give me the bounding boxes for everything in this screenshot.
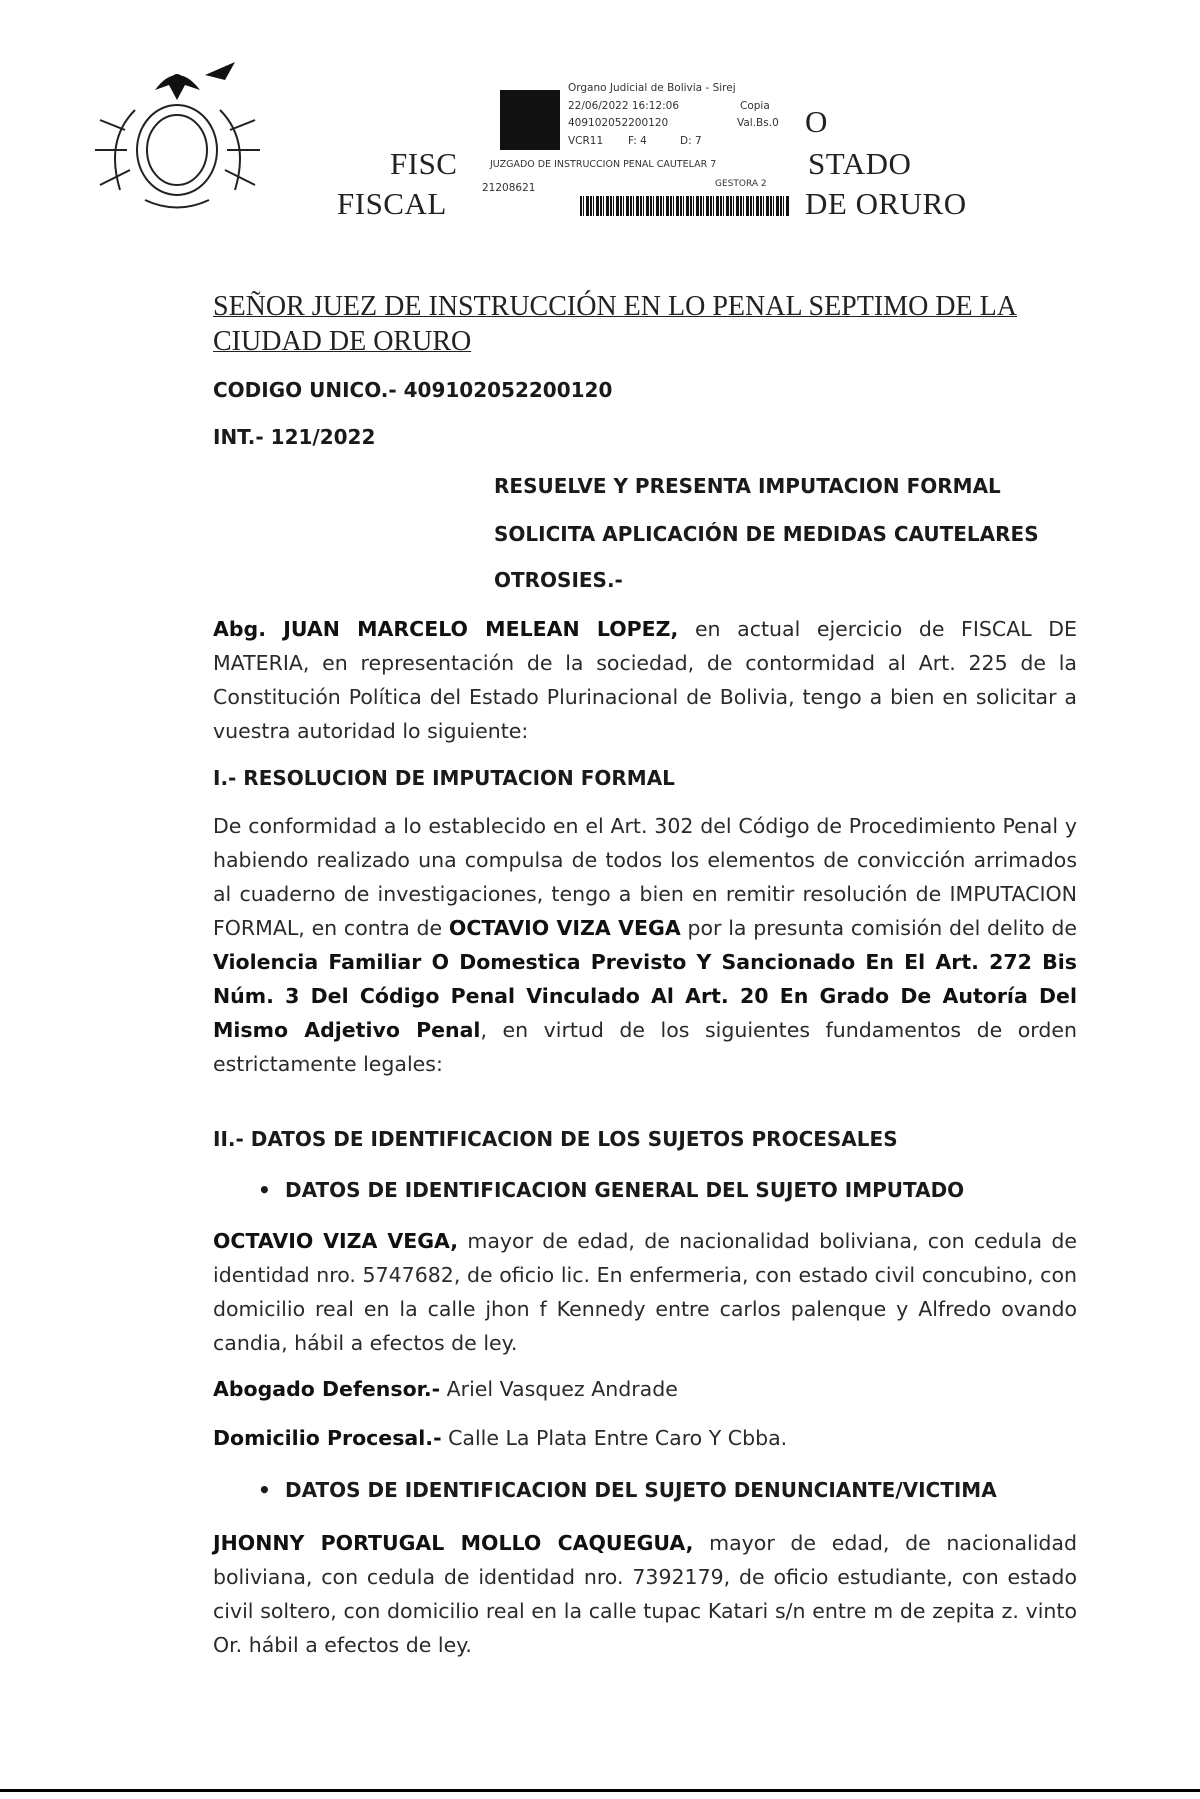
bullet2-heading: DATOS DE IDENTIFICACION DEL SUJETO DENUNCIANTE/VICTIMA: [285, 1478, 997, 1502]
coat-of-arms: [85, 50, 270, 215]
stamp-val: Val.Bs.0: [737, 117, 779, 129]
stamp-line1: Organo Judicial de Bolivia - Sirej: [568, 82, 736, 94]
stamp-court: JUZGADO DE INSTRUCCION PENAL CAUTELAR 7: [490, 159, 717, 170]
stamp-date: 22/06/2022 16:12:06: [568, 100, 680, 112]
stamp-d: D: 7: [680, 135, 702, 147]
section1-title: I.- RESOLUCION DE IMPUTACION FORMAL: [213, 766, 675, 790]
accused-name-inline: OCTAVIO VIZA VEGA: [448, 916, 681, 940]
codigo-unico: CODIGO UNICO.- 409102052200120: [213, 378, 613, 402]
intro-text: en actual ejercicio de FISCAL DE MATERIA, en representación de la sociedad, de contormidad al Art. 225 de la Constitución Política del Estado Plurinacional de Bolivia, tengo a bien en solicitar a vuestra autoridad lo siguiente:: [213, 617, 1078, 743]
barcode: [580, 196, 790, 216]
summary-line3: OTROSIES.-: [494, 568, 623, 592]
bullet-dot: •: [258, 1478, 271, 1502]
prosecutor-name: Abg. JUAN MARCELO MELEAN LOPEZ,: [213, 617, 679, 641]
domicilio-value: Calle La Plata Entre Caro Y Cbba.: [441, 1426, 788, 1450]
header-o: O: [805, 104, 828, 139]
addressee-line2: CIUDAD DE ORURO: [213, 326, 472, 357]
bullet1-heading: DATOS DE IDENTIFICACION GENERAL DEL SUJETO IMPUTADO: [285, 1178, 965, 1202]
domicilio-label: Domicilio Procesal.-: [213, 1426, 442, 1450]
accused-paragraph: [213, 1224, 1077, 1360]
accused-text: mayor de edad, de nacionalidad boliviana, con cedula de identidad nro. 5747682, de oficio lic. En enfermeria, con estado civil concubino, con domicilio real en la calle jhon f Kennedy entre carlos palenque y Alfredo ovando candia, hábil a efectos de ley.: [213, 1229, 1077, 1355]
stamp-number: 21208621: [482, 182, 536, 194]
accused-name: OCTAVIO VIZA VEGA,: [213, 1229, 459, 1253]
section1-p2: por la presunta comisión del delito de: [680, 916, 1078, 940]
domicilio-line: [213, 1421, 1077, 1455]
summary-line1: RESUELVE Y PRESENTA IMPUTACION FORMAL: [494, 474, 1001, 498]
victim-name: JHONNY PORTUGAL MOLLO CAQUEGUA,: [213, 1531, 694, 1555]
victim-paragraph: [213, 1526, 1077, 1662]
section1-p1: De conformidad a lo establecido en el Art. 302 del Código de Procedimiento Penal y habiendo realizado una compulsa de todos los elementos de convicción arrimados al cuaderno de investigaciones, tengo a bien en remitir resolución de IMPUTACION FORMAL, en contra de: [213, 814, 1077, 940]
stamp-copy: Copia: [740, 100, 770, 112]
header-stado: STADO: [808, 146, 912, 181]
summary-line2: SOLICITA APLICACIÓN DE MEDIDAS CAUTELARES: [494, 522, 1039, 546]
crime-description: Violencia Familiar O Domestica Previsto Y Sancionado En El Art. 272 Bis Núm. 3 Del Código Penal Vinculado Al Art. 20 En Grado De Autoría Del Mismo Adjetivo Penal: [213, 950, 1077, 1042]
header-fiscal: FISCAL: [337, 186, 447, 221]
int-number: INT.- 121/2022: [213, 425, 376, 449]
defensor-line: [213, 1372, 1077, 1406]
victim-text: mayor de edad, de nacionalidad boliviana, con cedula de identidad nro. 7392179, de oficio estudiante, con estado civil soltero, con domicilio real en la calle tupac Katari s/n entre m de zepita z. vinto Or. hábil a efectos de ley.: [213, 1531, 1077, 1657]
defensor-value: Ariel Vasquez Andrade: [440, 1377, 678, 1401]
defensor-label: Abogado Defensor.-: [213, 1377, 441, 1401]
intro-paragraph: [213, 612, 1077, 748]
addressee-line1: SEÑOR JUEZ DE INSTRUCCIÓN EN LO PENAL SEPTIMO DE LA: [213, 291, 1017, 322]
header-de-oruro: DE ORURO: [805, 186, 967, 221]
header-fisc: FISC: [390, 146, 458, 181]
section2-title: II.- DATOS DE IDENTIFICACION DE LOS SUJETOS PROCESALES: [213, 1127, 898, 1151]
stamp-gestora: GESTORA 2: [715, 179, 767, 189]
stamp-ver: VCR11: [568, 135, 604, 147]
stamp-f: F: 4: [628, 135, 647, 147]
bullet-dot: •: [258, 1178, 271, 1202]
stamp-code: 409102052200120: [568, 117, 669, 129]
section1-p3: , en virtud de los siguientes fundamentos de orden estrictamente legales:: [213, 1018, 1077, 1076]
bottom-rule: [0, 1789, 1200, 1792]
stamp-logo: [500, 90, 560, 150]
section1-paragraph: [213, 809, 1077, 1081]
